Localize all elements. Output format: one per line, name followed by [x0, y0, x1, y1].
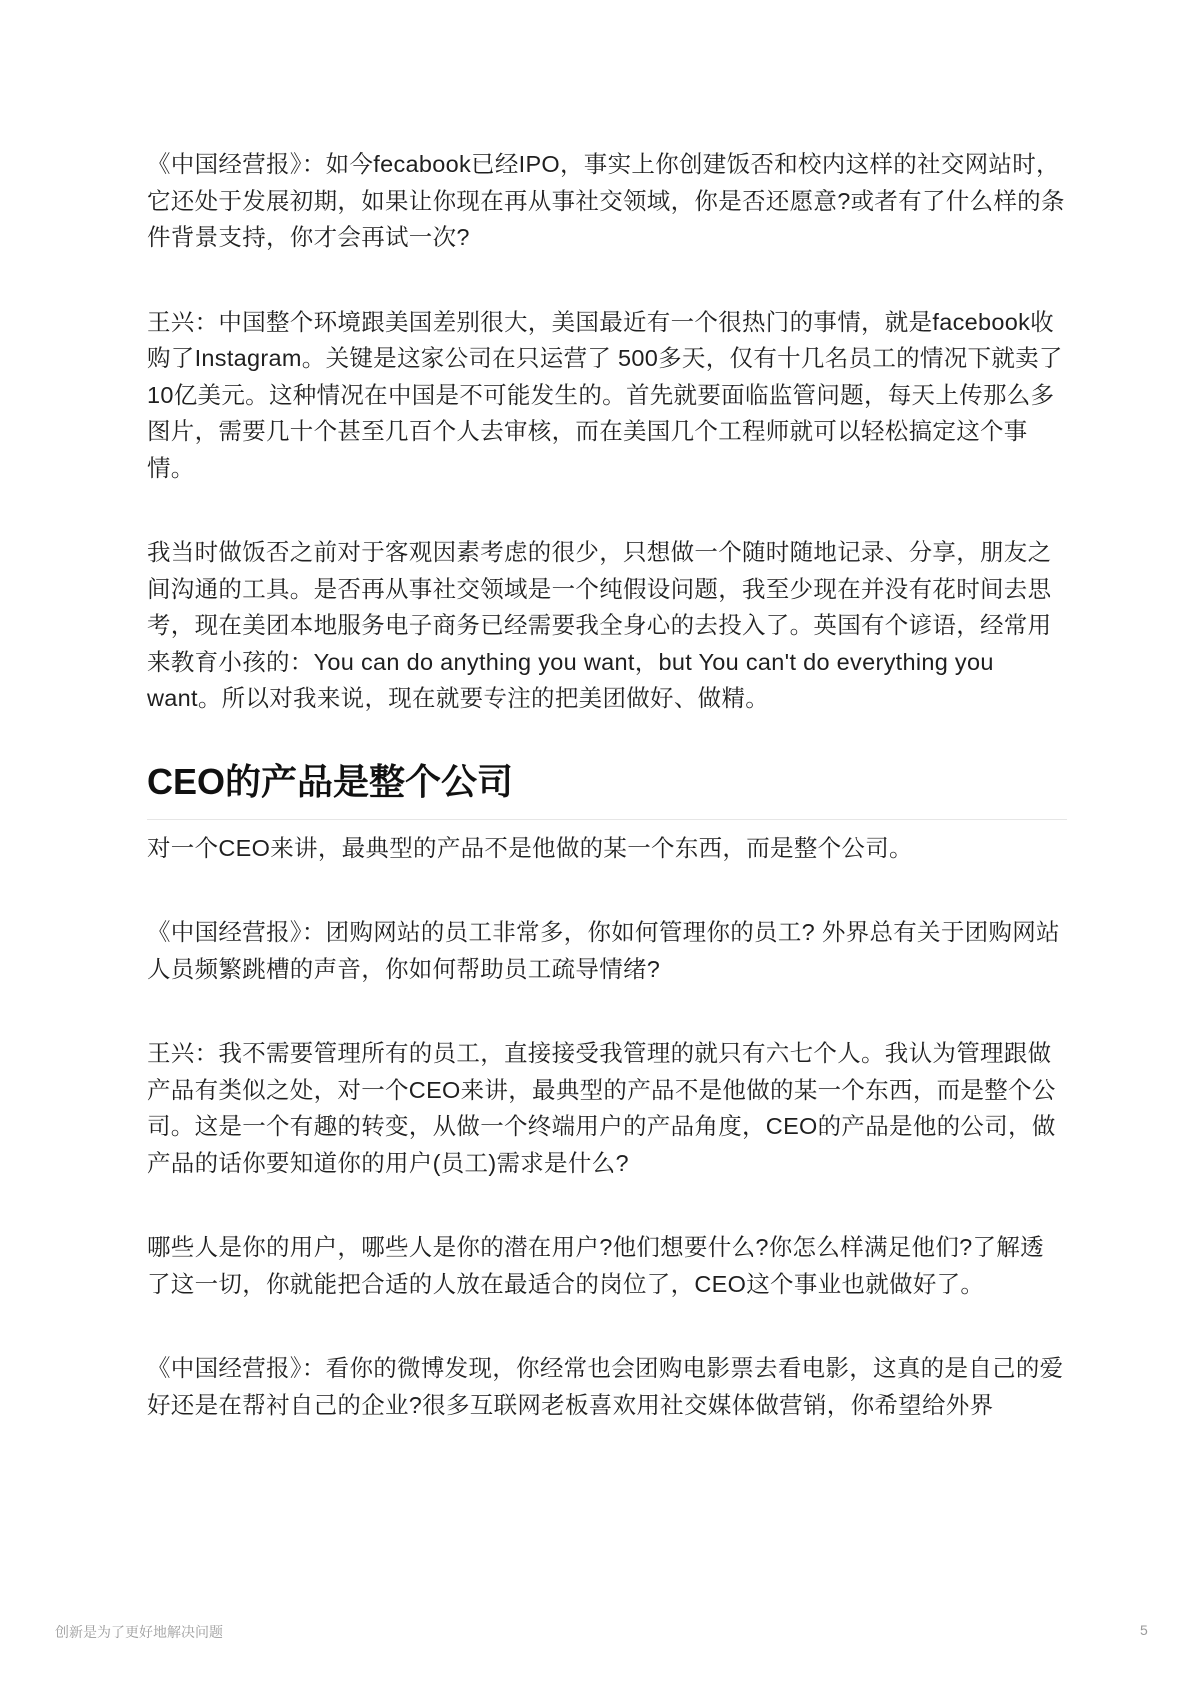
paragraph-answer-management: 王兴：我不需要管理所有的员工，直接接受我管理的就只有六七个人。我认为管理跟做产品有类似之处，对一个CEO来讲，最典型的产品不是他做的某一个东西，而是整个公司。这是一个有趣的转变，从做一个终端用户的产品角度，CEO的产品是他的公司，做产品的话你要知道你的用户(员工)需求是什么? — [147, 1040, 1056, 1176]
paragraph-question-weibo: 《中国经营报》：看你的微博发现，你经常也会团购电影票去看电影，这真的是自己的爱好还是在帮衬自己的企业?很多互联网老板喜欢用社交媒体做营销，你希望给外界 — [147, 1355, 1064, 1418]
page-number: 5 — [1140, 1622, 1148, 1638]
paragraph-answer-instagram: 王兴：中国整个环境跟美国差别很大，美国最近有一个很热门的事情，就是facebook收购了Instagram。关键是这家公司在只运营了 500多天，仅有十几名员工的情况下就卖了10亿美元。这种情况在中国是不可能发生的。首先就要面临监管问题，每天上传那么多图片，需要几十个甚至几百个人去审核，而在美国几个工程师就可以轻松搞定这个事情。 — [147, 308, 1063, 481]
paragraph-answer-users: 哪些人是你的用户，哪些人是你的潜在用户?他们想要什么?你怎么样满足他们?了解透了这一切，你就能把合适的人放在最适合的岗位了，CEO这个事业也就做好了。 — [147, 1234, 1044, 1297]
paragraph-answer-focus: 我当时做饭否之前对于客观因素考虑的很少，只想做一个随时随地记录、分享，朋友之间沟通的工具。是否再从事社交领域是一个纯假设问题，我至少现在并没有花时间去思考，现在美团本地服务电子商务已经需要我全身心的去投入了。英国有个谚语，经常用来教育小孩的：You can do anything you want，but You can't do everything you want。所以对我来说，现在就要专注的把美团做好、做精。 — [147, 539, 1052, 711]
document-body — [147, 146, 1067, 1471]
section-heading: CEO的产品是整个公司 — [147, 760, 514, 802]
paragraph-question-ipo: 《中国经营报》：如今fecabook已经IPO，事实上你创建饭否和校内这样的社交网站时，它还处于发展初期，如果让你现在再从事社交领域，你是否还愿意?或者有了什么样的条件背景支持，你才会再试一次? — [147, 151, 1065, 250]
footer-title: 创新是为了更好地解决问题 — [55, 1624, 223, 1640]
paragraph-question-management: 《中国经营报》：团购网站的员工非常多，你如何管理你的员工? 外界总有关于团购网站人员频繁跳槽的声音，你如何帮助员工疏导情绪? — [147, 919, 1060, 982]
paragraph-summary: 对一个CEO来讲，最典型的产品不是他做的某一个东西，而是整个公司。 — [147, 834, 913, 861]
heading-divider — [147, 819, 1067, 820]
